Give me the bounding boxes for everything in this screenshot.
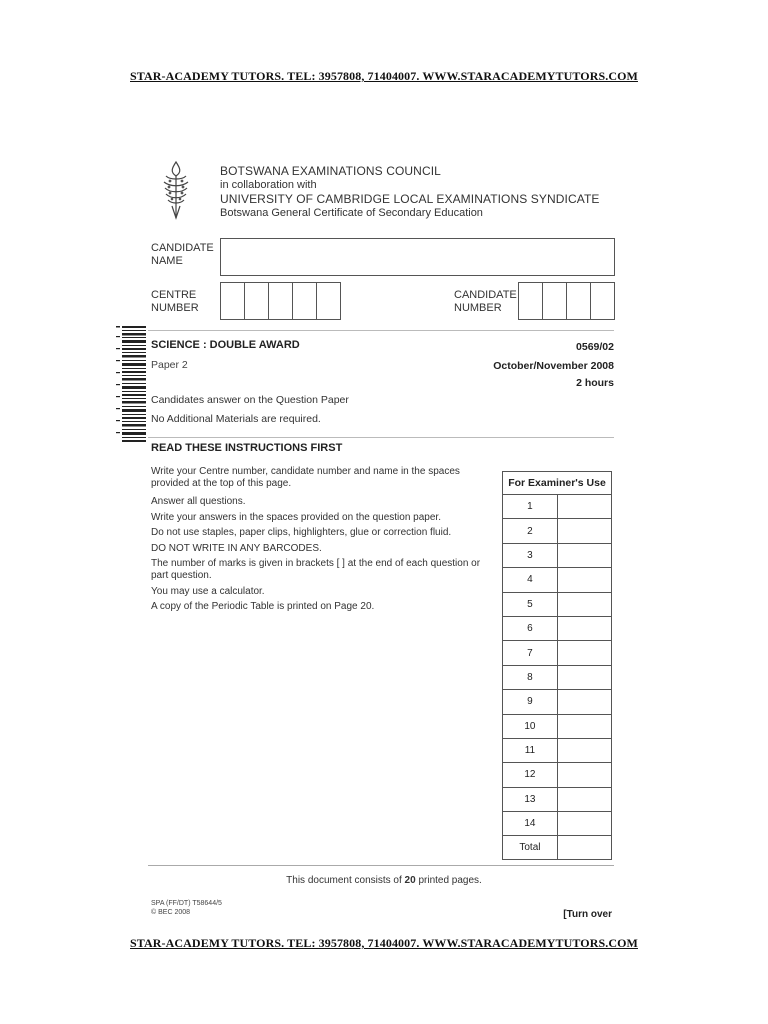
header-line-2: in collaboration with: [220, 179, 317, 191]
answer-note: Candidates answer on the Question Paper: [151, 394, 349, 406]
question-number: 7: [503, 641, 558, 665]
centre-digit-box[interactable]: [317, 283, 340, 319]
page-count-note: This document consists of 20 printed pages.: [286, 875, 482, 886]
table-row: [503, 738, 612, 762]
materials-note: No Additional Materials are required.: [151, 413, 321, 425]
instructions-list: [151, 466, 491, 617]
organisation-header: [220, 164, 600, 220]
candidate-name-label: CANDIDATE NAME: [151, 242, 214, 267]
question-number: 6: [503, 616, 558, 640]
header-line-1: BOTSWANA EXAMINATIONS COUNCIL: [220, 164, 441, 178]
mark-cell[interactable]: [557, 690, 611, 714]
table-row: [503, 714, 612, 738]
question-number: 11: [503, 738, 558, 762]
candidate-number-field[interactable]: [518, 282, 615, 320]
instruction-item: The number of marks is given in brackets [ ] at the end of each question or part question.: [151, 558, 481, 581]
mark-cell[interactable]: [557, 568, 611, 592]
mark-cell[interactable]: [557, 495, 611, 519]
candidate-digit-box[interactable]: [543, 283, 567, 319]
question-number: 10: [503, 714, 558, 738]
turn-over-label: [Turn over: [563, 909, 612, 920]
question-number: 3: [503, 543, 558, 567]
header-line-3: UNIVERSITY OF CAMBRIDGE LOCAL EXAMINATIONS SYNDICATE: [220, 192, 600, 206]
candidate-digit-box[interactable]: [591, 283, 614, 319]
candidate-digit-box[interactable]: [519, 283, 543, 319]
candidate-digit-box[interactable]: [567, 283, 591, 319]
table-row: [503, 543, 612, 567]
instruction-item: Write your answers in the spaces provided on the question paper.: [151, 511, 441, 523]
centre-number-field[interactable]: [220, 282, 341, 320]
table-row: [503, 592, 612, 616]
table-row: [503, 690, 612, 714]
divider: [148, 437, 614, 438]
table-row: [503, 763, 612, 787]
table-row: [503, 812, 612, 836]
examiner-use-table: [502, 471, 612, 860]
document-code: SPA (FF/DT) T58644/5 © BEC 2008: [151, 900, 222, 916]
table-row: [503, 616, 612, 640]
question-number: 12: [503, 763, 558, 787]
mark-cell[interactable]: [557, 738, 611, 762]
banner-top: STAR-ACADEMY TUTORS. TEL: 3957808, 71404007. WWW.STARACADEMYTUTORS.COM: [130, 69, 638, 83]
mark-cell[interactable]: [557, 592, 611, 616]
centre-digit-box[interactable]: [269, 283, 293, 319]
paper-code: 0569/02: [576, 341, 614, 353]
footer-divider: [148, 865, 614, 866]
crest-logo-icon: [160, 160, 192, 222]
mark-cell[interactable]: [557, 641, 611, 665]
mark-cell[interactable]: [557, 812, 611, 836]
mark-cell[interactable]: [557, 787, 611, 811]
table-row: [503, 495, 612, 519]
mark-cell[interactable]: [557, 543, 611, 567]
barcode-icon: [116, 326, 146, 442]
centre-digit-box[interactable]: [221, 283, 245, 319]
instruction-item: A copy of the Periodic Table is printed on Page 20.: [151, 601, 375, 612]
mark-cell[interactable]: [557, 519, 611, 543]
divider: [148, 330, 614, 331]
question-number: 1: [503, 495, 558, 519]
instruction-item: DO NOT WRITE IN ANY BARCODES.: [151, 542, 322, 554]
question-number: 5: [503, 592, 558, 616]
question-number: 14: [503, 812, 558, 836]
table-row-total: [503, 836, 612, 860]
instruction-item: Answer all questions.: [151, 496, 246, 507]
paper-number: Paper 2: [151, 359, 188, 371]
mark-cell[interactable]: [557, 616, 611, 640]
instruction-item: Do not use staples, paper clips, highlighters, glue or correction fluid.: [151, 527, 452, 538]
question-number: 9: [503, 690, 558, 714]
banner-bottom: STAR-ACADEMY TUTORS. TEL: 3957808, 71404007. WWW.STARACADEMYTUTORS.COM: [130, 936, 638, 950]
examiner-table-heading: For Examiner's Use: [503, 472, 612, 495]
subject-title: SCIENCE : DOUBLE AWARD: [151, 339, 300, 351]
total-mark-cell[interactable]: [557, 836, 611, 860]
question-number: 8: [503, 665, 558, 689]
table-row: [503, 787, 612, 811]
exam-duration: 2 hours: [576, 377, 614, 389]
instruction-item: Write your Centre number, candidate number and name in the spaces provided at the top of this page.: [151, 466, 460, 489]
table-row: [503, 519, 612, 543]
mark-cell[interactable]: [557, 763, 611, 787]
mark-cell[interactable]: [557, 665, 611, 689]
centre-number-label: CENTRE NUMBER: [151, 289, 199, 314]
total-label: Total: [503, 836, 558, 860]
centre-digit-box[interactable]: [293, 283, 317, 319]
table-row: [503, 665, 612, 689]
question-number: 13: [503, 787, 558, 811]
mark-cell[interactable]: [557, 714, 611, 738]
header-line-4: Botswana General Certificate of Secondary Education: [220, 207, 483, 219]
question-number: 4: [503, 568, 558, 592]
instructions-heading: READ THESE INSTRUCTIONS FIRST: [151, 442, 343, 454]
exam-session: October/November 2008: [493, 360, 614, 372]
candidate-number-label: CANDIDATE NUMBER: [454, 289, 517, 314]
page-count: 20: [404, 875, 416, 886]
table-row: [503, 568, 612, 592]
table-row: [503, 641, 612, 665]
question-number: 2: [503, 519, 558, 543]
centre-digit-box[interactable]: [245, 283, 269, 319]
candidate-name-field[interactable]: [220, 238, 615, 276]
instruction-item: You may use a calculator.: [151, 585, 265, 597]
